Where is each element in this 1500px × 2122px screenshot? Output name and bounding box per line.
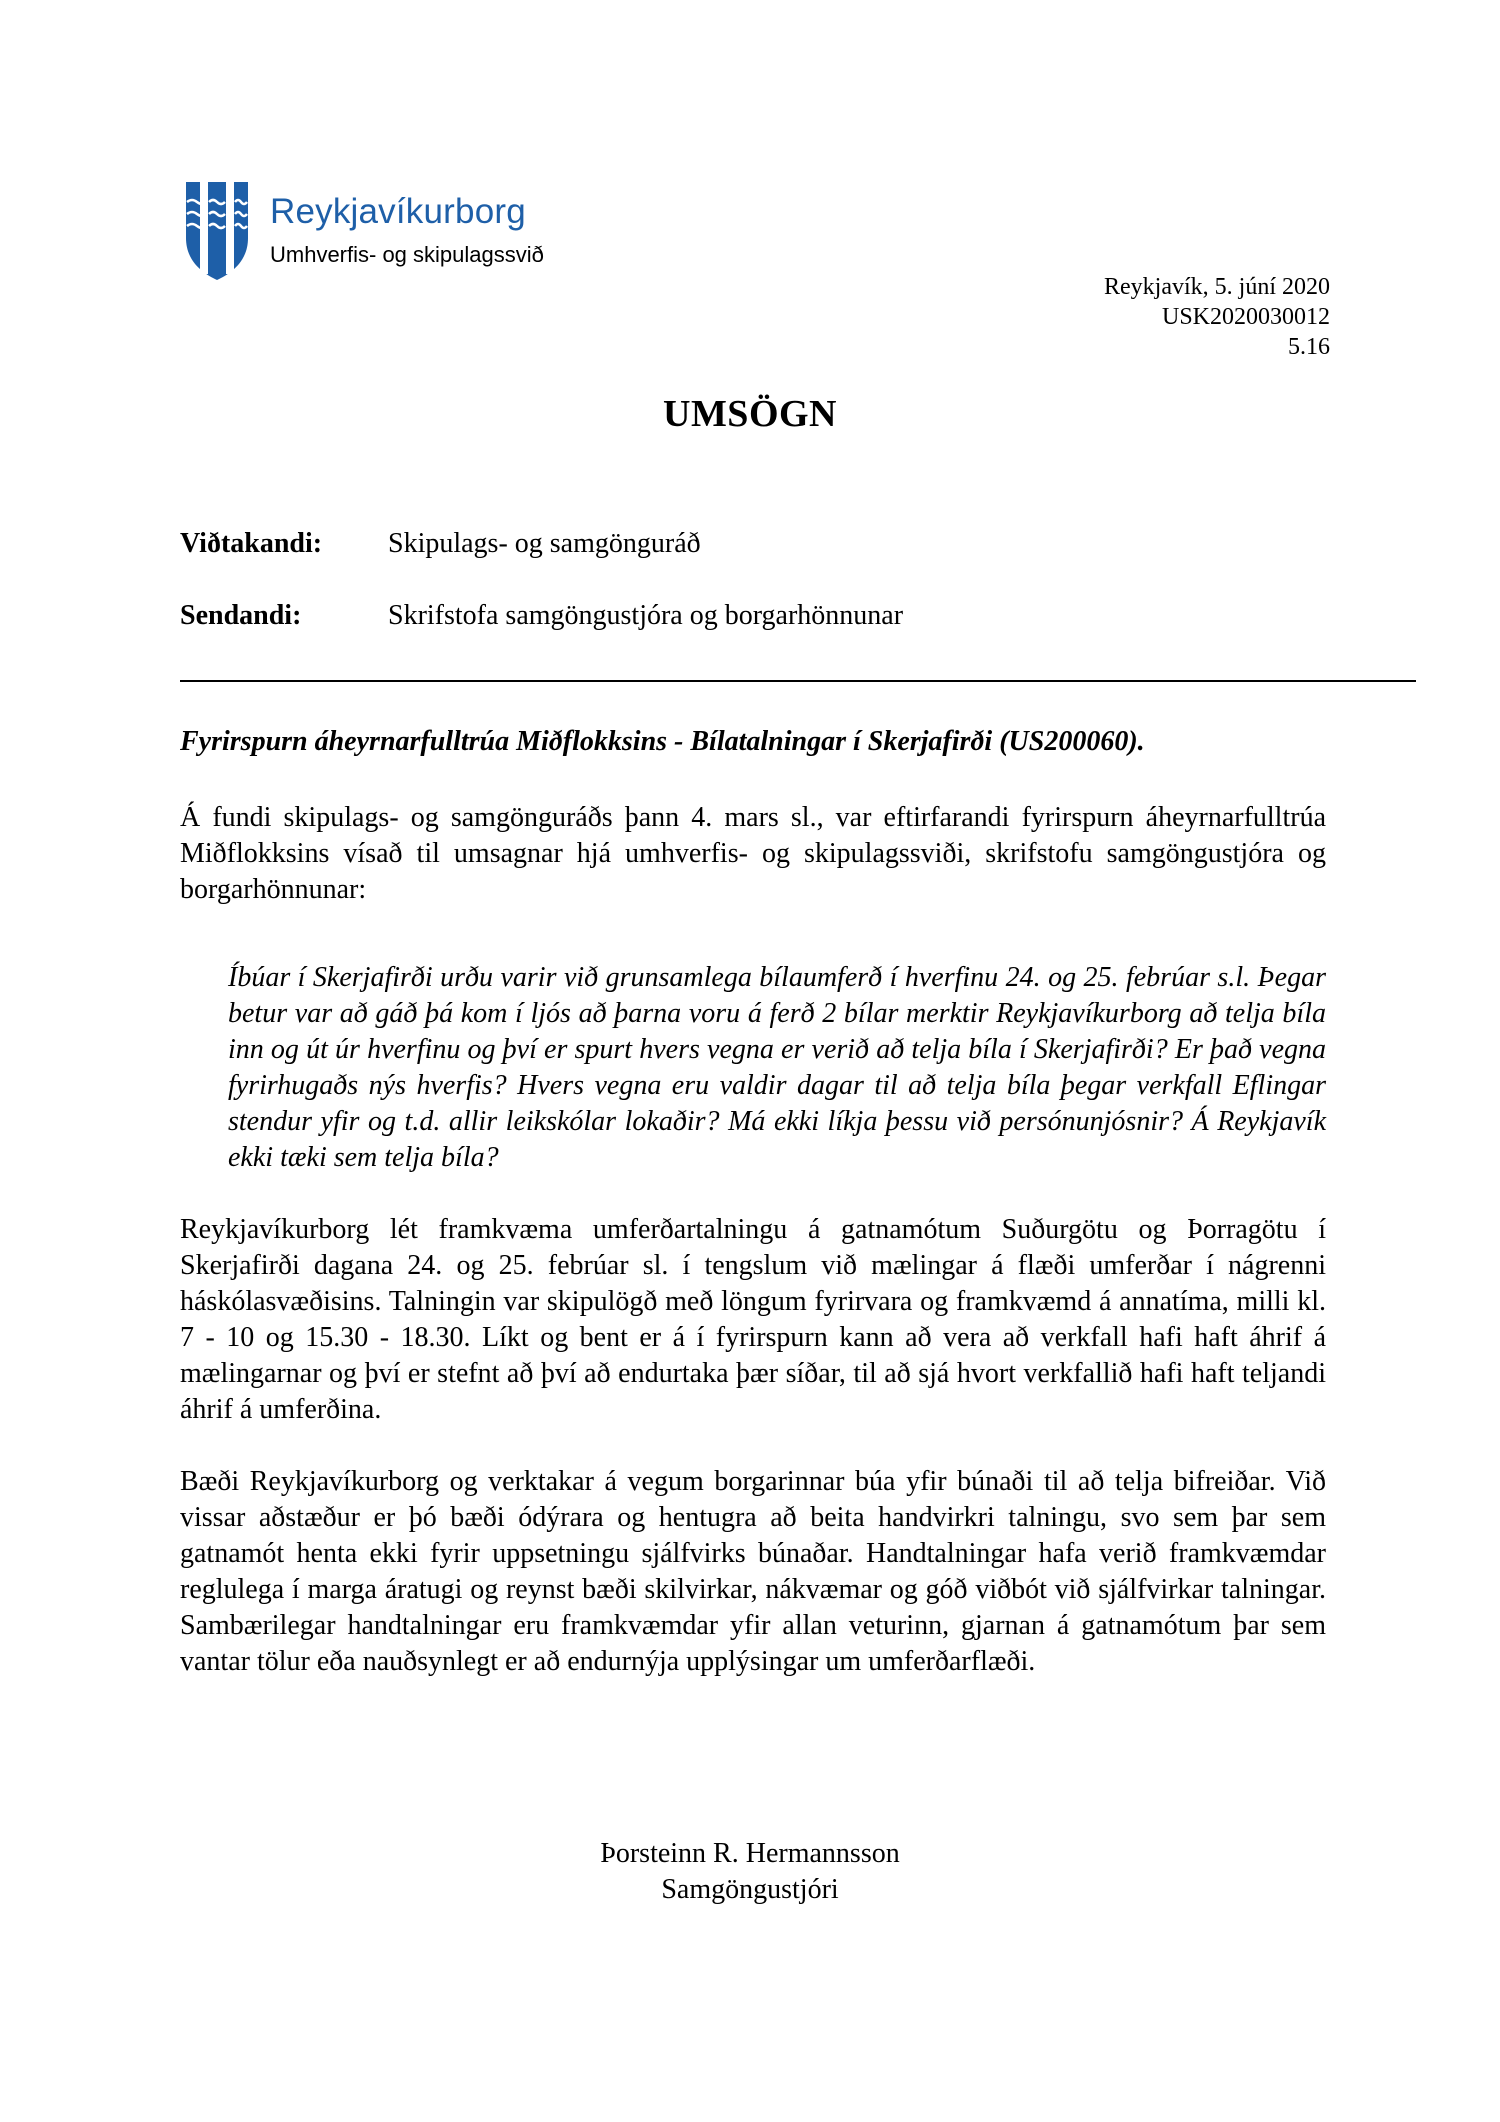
signature-block <box>0 1836 1500 1908</box>
divider <box>180 680 1416 682</box>
signatory-role: Samgöngustjóri <box>661 1874 839 1905</box>
recipient-label: Viðtakandi: <box>180 528 323 559</box>
department-name: Umhverfis- og skipulagssvið <box>270 242 544 267</box>
place-date: Reykjavík, 5. júní 2020 <box>1104 274 1330 300</box>
reykjavik-coat-of-arms-icon <box>184 180 250 282</box>
letterhead <box>184 180 564 290</box>
answer-paragraph-1: Reykjavíkurborg lét framkvæma umferðartalningu á gatnamótum Suðurgötu og Þorragötu í Skerjafirði dagana 24. og 25. febrúar sl. í tengslum við mælingar á flæði umferðar í nágrenni háskólasvæðisins. Talningin var skipulögð með löngum fyrirvara og framkvæmd á annatíma, milli kl. 7 - 10 og 15.30 - 18.30. Líkt og bent er á í fyrirspurn kann að vera að verkfall hafi haft áhrif á mælingarnar og því er stefnt að því að endurtaka þær síðar, til að sjá hvort verkfallið hafi haft teljandi áhrif á umferðina. <box>180 1214 1326 1425</box>
recipient-value: Skipulags- og samgönguráð <box>388 528 701 559</box>
sender-label: Sendandi: <box>180 600 302 631</box>
case-number: USK2020030012 <box>1161 304 1330 330</box>
intro-paragraph: Á fundi skipulags- og samgönguráðs þann 4. mars sl., var eftirfarandi fyrirspurn áheyrnarfulltrúa Miðflokksins vísað til umsagnar hjá umhverfis- og skipulagssviði, skrifstofu samgöngustjóra og borgarhönnunar: <box>180 802 1326 905</box>
organization-name: Reykjavíkurborg <box>270 192 526 231</box>
sender-value: Skrifstofa samgöngustjóra og borgarhönnunar <box>388 600 904 631</box>
quoted-inquiry: Íbúar í Skerjafirði urðu varir við grunsamlega bílaumferð í hverfinu 24. og 25. febrúar s.l. Þegar betur var að gáð þá kom í ljós að þarna voru á ferð 2 bílar merktir Reykjavíkurborg að telja bíla inn og út úr hverfinu og því er spurt hvers vegna er verið að telja bíla í Skerjafirði? Er það vegna fyrirhugaðs nýs hverfis? Hvers vegna eru valdir dagar til að telja bíla þegar verkfall Eflingar stendur yfir og t.d. allir leikskólar lokaðir? Má ekki líkja þessu við persónunjósnir? Á Reykjavík ekki tæki sem telja bíla? <box>228 962 1326 1173</box>
answer-paragraph-2: Bæði Reykjavíkurborg og verktakar á vegum borgarinnar búa yfir búnaði til að telja bifreiðar. Við vissar aðstæður er þó bæði ódýrara og hentugra að beita handvirkri talningu, svo sem þar sem gatnamót henta ekki fyrir uppsetningu sjálfvirks búnaðar. Handtalningar hafa verið framkvæmdar reglulega í marga áratugi og reynst bæði skilvirkar, nákvæmar og góð viðbót við sjálfvirkar talningar. Sambærilegar handtalningar eru framkvæmdar yfir allan veturinn, gjarnan á gatnamótum þar sem vantar tölur eða nauðsynlegt er að endurnýja upplýsingar um umferðarflæði. <box>180 1466 1326 1677</box>
document-meta <box>1104 272 1330 362</box>
signatory-name: Þorsteinn R. Hermannsson <box>600 1838 900 1869</box>
subject-line: Fyrirspurn áheyrnarfulltrúa Miðflokksins - Bílatalningar í Skerjafirði (US200060). <box>180 726 1145 757</box>
item-number: 5.16 <box>1288 334 1330 360</box>
document-title: UMSÖGN <box>663 393 837 435</box>
